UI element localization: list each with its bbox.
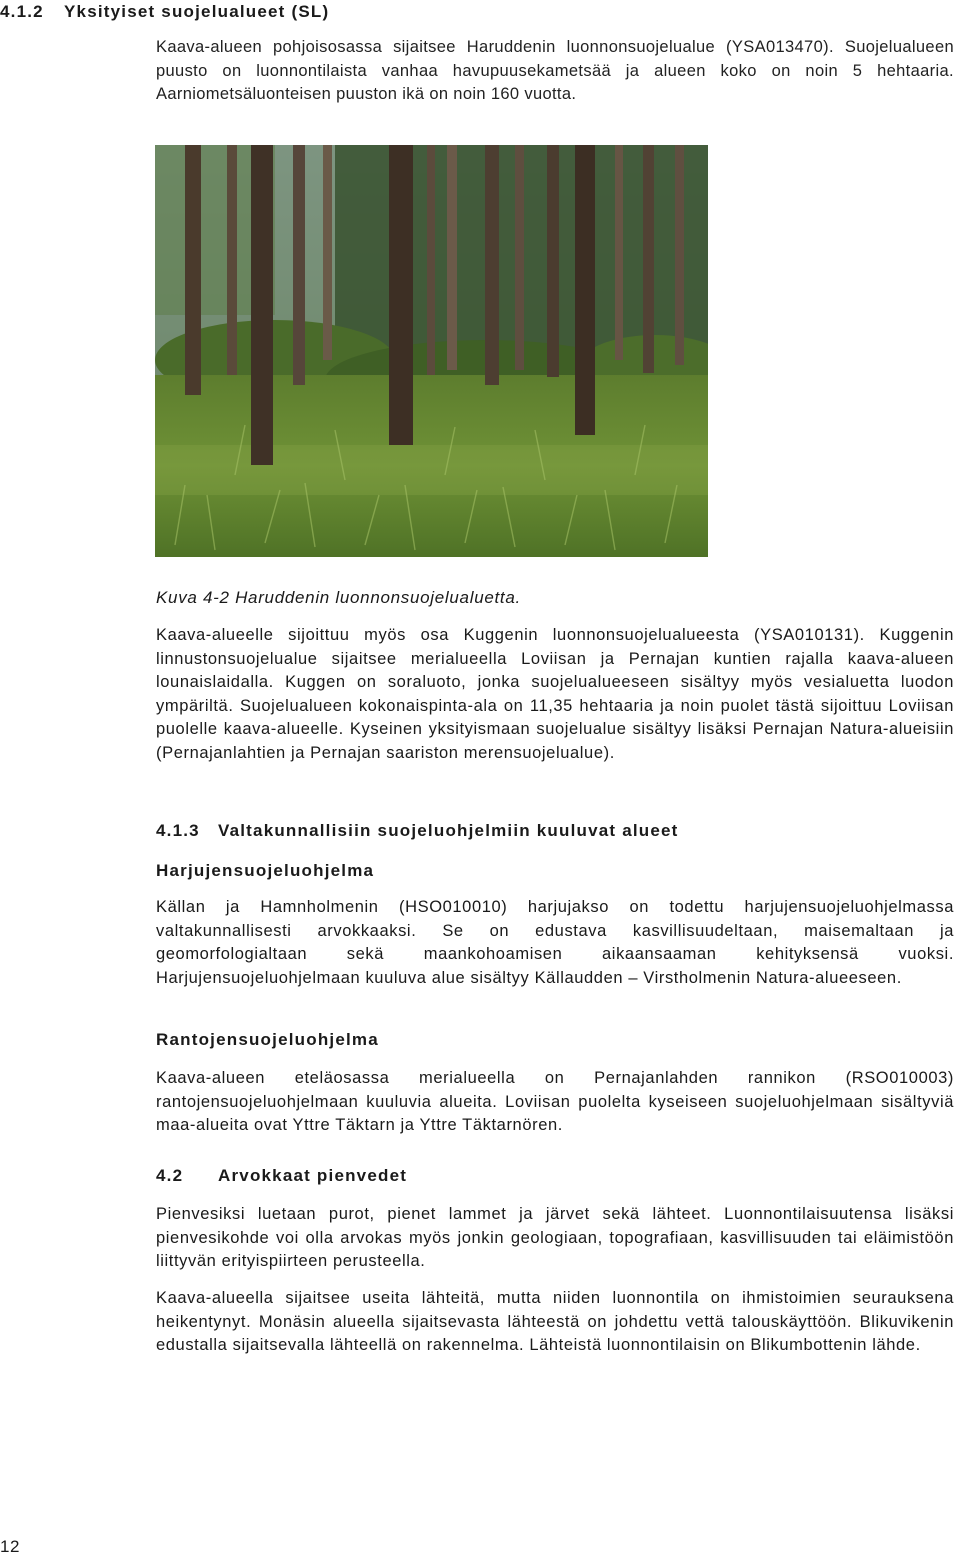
- section-title-4-2: Arvokkaat pienvedet: [218, 1166, 408, 1185]
- paragraph-lahteet: Kaava-alueella sijaitsee useita lähteitä, mutta niiden luonnontila on ihmistoimien seurauksena heikentynyt. Monäsin alueella sijaitsevasta lähteestä on johdettu vettä talouskäyttöön. Blikuvikenin edustalla sijaitsevalla lähteellä on rakennelma. Lähteistä luonnontilaisin on Blikumbottenin lähde.: [156, 1289, 954, 1355]
- paragraph-harju: Källan ja Hamnholmenin (HSO010010) harjujakso on todettu harjujensuojeluohjelmassa valtakunnallisesti arvokkaaksi. Se on edustava kasvillisuudeltaan, maisemaltaan ja geomorfologialtaan sekä maankohoamisen aikaansaaman kehityksensä vuoksi. Harjujensuojeluohjelmaan kuuluva alue sisältyy Källaudden – Virstholmenin Natura-alueeseen.: [156, 898, 954, 987]
- section-heading-4-1-2: 4.1.2 Yksityiset suojelualueet (SL): [0, 2, 330, 21]
- paragraph-ranta: Kaava-alueen eteläosassa merialueella on Pernajanlahden rannikon (RSO010003) rantojensuojeluohjelmaan kuuluvia alueita. Loviisan puolelta kyseiseen suojeluohjelmaan sisältyviä maa-alueita ovat Yttre Täktarn ja Yttre Täktarnören.: [156, 1069, 954, 1135]
- paragraph-kuggen: Kaava-alueelle sijoittuu myös osa Kuggenin luonnonsuojelualueesta (YSA010131). Kuggenin linnustonsuojelualue sijaitsee merialueella Loviisan ja Pernajan kuntien rajalla kaava-alueen lounaislaidalla. Kuggen on soraluoto, jonka suojelualueeseen sisältyy myös vesialuetta luodon ympäriltä. Suojelualueen kokonaispinta-ala on 11,35 hehtaaria ja noin puolet tästä sijoittuu Loviisan puolelle kaava-alueelle. Kyseinen yksityismaan suojelualue sisältyy lisäksi Pernajan Natura-alueisiin (Pernajanlahtien ja Pernajan saariston merensuojelualue).: [156, 626, 954, 762]
- figure-caption: Kuva 4-2 Haruddenin luonnonsuojelualuetta.: [156, 588, 521, 607]
- page-number: 12: [0, 1537, 20, 1556]
- paragraph-pienvedet: Pienvesiksi luetaan purot, pienet lammet ja järvet sekä lähteet. Luonnontilaisuutensa lisäksi pienvesikohde voi olla arvokas myös jonkin geologiaan, topografiaan, kasvillisuuden tai eläimistöön liittyvän erityispiirteen perusteella.: [156, 1205, 954, 1271]
- section-title-4-1-2: Yksityiset suojelualueet (SL): [64, 2, 330, 21]
- section-heading-4-2: 4.2 Arvokkaat pienvedet: [156, 1166, 408, 1185]
- forest-photo: [155, 145, 708, 557]
- paragraph-harudden: Kaava-alueen pohjoisosassa sijaitsee Haruddenin luonnonsuojelualue (YSA013470). Suojelualueen puusto on luonnontilaista vanhaa havupuusekametsää ja alueen koko on noin 5 hehtaaria. Aarniometsäluonteisen puuston ikä on noin 160 vuotta.: [156, 38, 954, 104]
- section-heading-4-1-3: 4.1.3 Valtakunnallisiin suojeluohjelmiin kuuluvat alueet: [156, 821, 679, 840]
- subheading-harjujensuojeluohjelma: Harjujensuojeluohjelma: [156, 861, 375, 880]
- section-title-4-1-3: Valtakunnallisiin suojeluohjelmiin kuuluvat alueet: [218, 821, 679, 840]
- subheading-rantojensuojeluohjelma: Rantojensuojeluohjelma: [156, 1030, 379, 1049]
